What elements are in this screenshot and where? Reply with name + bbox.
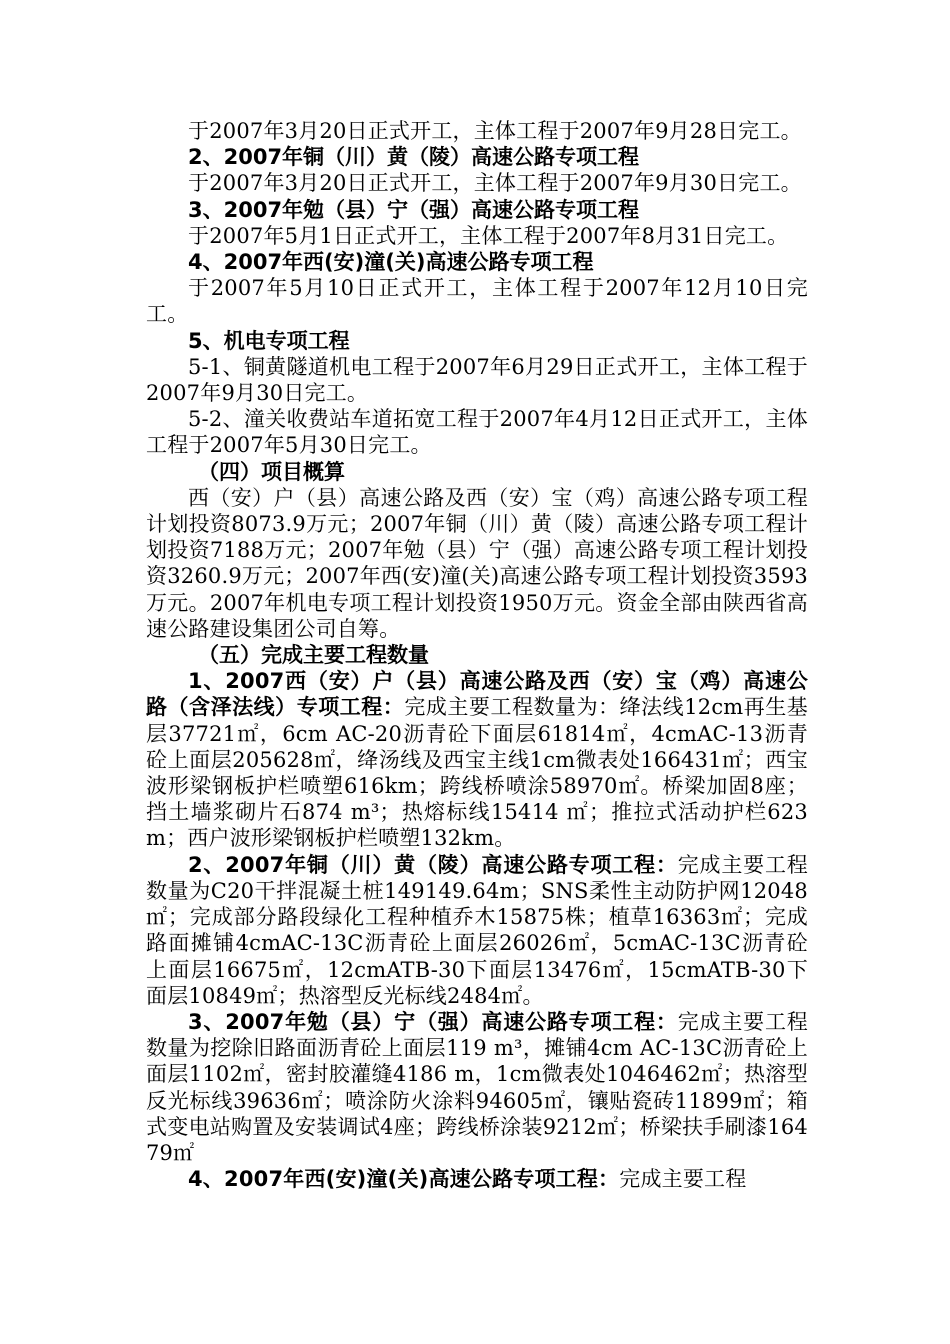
body-quantities-1: 完成主要工程数量为：绛法线12cm再生基层37721㎡，6cm AC-20沥青砼下面层61814㎡，4cmAC-13沥青砼上面层205628㎡，绛汤线及西宝主线1cm微表处166431㎡；西宝波形梁钢板护栏喷塑616km；跨线桥喷涂58970㎡。桥梁加固8座；挡土墙浆砌片石874 m³；热熔标线15414 ㎡；推拉式活动护栏623m；西户波形梁钢板护栏喷塑132km。 bbox=[146, 695, 808, 851]
body-quantities-4: 完成主要工程 bbox=[619, 1167, 747, 1192]
paragraph-quantities-2 bbox=[146, 852, 808, 1009]
paragraph-tonghuang-dates: 于2007年3月20日正式开工，主体工程于2007年9月30日完工。 bbox=[188, 171, 802, 196]
paragraph-xitong-dates: 于2007年5月10日正式开工，主体工程于2007年12月10日完工。 bbox=[146, 276, 808, 327]
heading-main-quantities: （五）完成主要工程数量 bbox=[198, 643, 429, 668]
paragraph-5-1: 5-1、铜黄隧道机电工程于2007年6月29日正式开工，主体工程于2007年9月30日完工。 bbox=[146, 354, 808, 406]
heading-mianning: 3、2007年勉（县）宁（强）高速公路专项工程 bbox=[188, 197, 640, 222]
paragraph-mianning-dates: 于2007年5月1日正式开工，主体工程于2007年8月31日完工。 bbox=[188, 223, 789, 248]
lead-quantities-3: 3、2007年勉（县）宁（强）高速公路专项工程： bbox=[188, 1009, 678, 1034]
paragraph-quantities-4 bbox=[146, 1166, 808, 1192]
lead-quantities-4: 4、2007年西(安)潼(关)高速公路专项工程： bbox=[188, 1167, 620, 1192]
body-quantities-3: 完成主要工程数量为挖除旧路面沥青砼上面层119 m³，摊铺4cm AC-13C沥青砼上面层1102㎡，密封胶灌缝4186 m，1cm微表处1046462㎡；热溶型反光标线39636㎡；喷涂防火涂料94605㎡，镶贴瓷砖11899㎡；箱式变电站购置及安装调试4座；跨线桥涂装9212㎡；桥梁扶手刷漆16479㎡ bbox=[146, 1009, 808, 1165]
paragraph-budget: 西（安）户（县）高速公路及西（安）宝（鸡）高速公路专项工程计划投资8073.9万元；2007年铜（川）黄（陵）高速公路专项工程计划投资7188万元；2007年勉（县）宁（强）高速公路专项工程计划投资3260.9万元；2007年西(安)潼(关)高速公路专项工程计划投资3593万元。2007年机电专项工程计划投资1950万元。资金全部由陕西省高速公路建设集团公司自筹。 bbox=[146, 485, 808, 641]
lead-quantities-1: 1、2007西（安）户（县）高速公路及西（安）宝（鸡）高速公路（含泽法线）专项工程： bbox=[146, 669, 808, 720]
paragraph-5-2: 5-2、潼关收费站车道拓宽工程于2007年4月12日正式开工，主体工程于2007年5月30日完工。 bbox=[146, 407, 808, 458]
heading-tonghuang: 2、2007年铜（川）黄（陵）高速公路专项工程 bbox=[188, 145, 640, 170]
heading-project-budget: （四）项目概算 bbox=[198, 459, 345, 484]
body-quantities-2: 完成主要工程数量为C20干拌混凝土桩149149.64m；SNS柔性主动防护网12048㎡；完成部分路段绿化工程种植乔木15875株；植草16363㎡；完成路面摊铺4cmAC-13C沥青砼上面层26026㎡，5cmAC-13C沥青砼上面层16675㎡，12cmATB-30下面层13476㎡，15cmATB-30下面层10849㎡；热溶型反光标线2484㎡。 bbox=[146, 852, 808, 1008]
heading-xitong: 4、2007年西(安)潼(关)高速公路专项工程 bbox=[188, 250, 594, 275]
paragraph-1-dates: 于2007年3月20日正式开工，主体工程于2007年9月28日完工。 bbox=[188, 119, 802, 143]
heading-electromechanical: 5、机电专项工程 bbox=[188, 328, 350, 353]
lead-quantities-2: 2、2007年铜（川）黄（陵）高速公路专项工程： bbox=[188, 852, 678, 877]
paragraph-quantities-1 bbox=[146, 668, 808, 851]
paragraph-quantities-3 bbox=[146, 1009, 808, 1166]
